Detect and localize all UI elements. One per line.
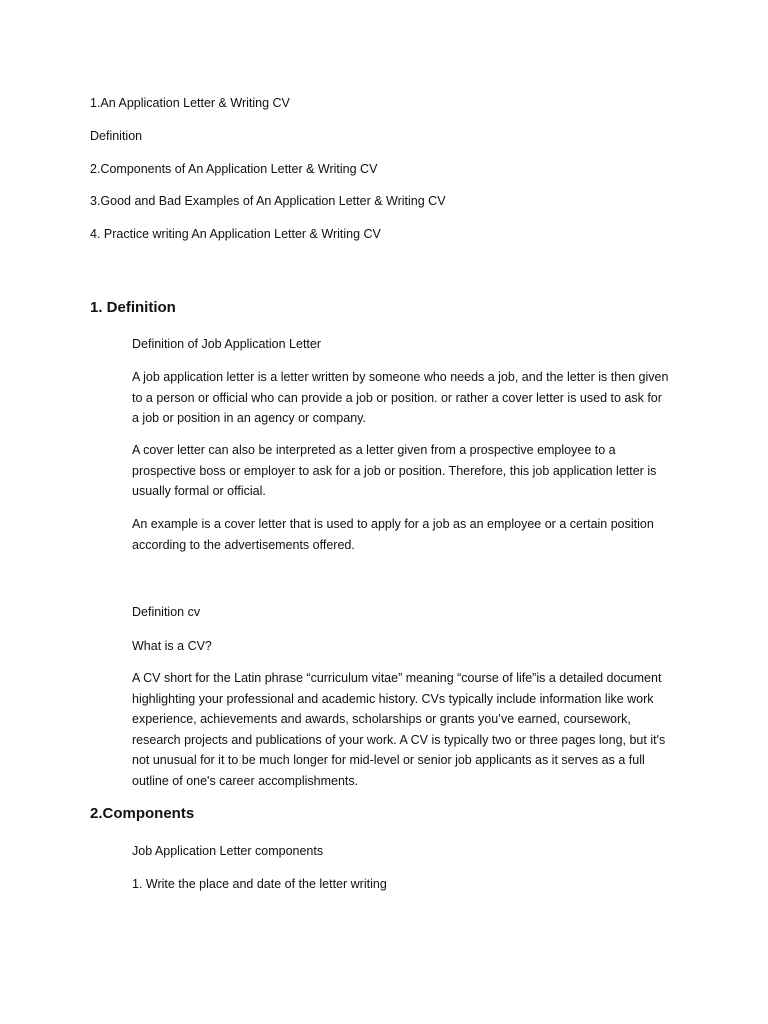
components-item-1: 1. Write the place and date of the letter writing [132, 877, 387, 891]
cv-definition-paragraph: A CV short for the Latin phrase “curriculum vitae” meaning “course of life”is a detailed document highlighting your professional and academic history. CVs typically include information like work experience, achievements and awards, scholarships or grants you’ve earned, coursework, research projects and publications of your work. A CV is typically two or three pages long, but it's not unusual for it to be much longer for mid-level or senior job applicants as it serves as a full outline of one's career accomplishments. [132, 671, 666, 788]
letter-definition-subheading: Definition of Job Application Letter [132, 337, 322, 351]
toc-item-3: 3.Good and Bad Examples of An Application Letter & Writing CV [90, 194, 446, 209]
cv-question: What is a CV? [132, 639, 212, 653]
section-2-heading: 2.Components [90, 805, 195, 822]
toc-item-1-sub: Definition [90, 128, 143, 143]
letter-definition-para-1-block [132, 367, 672, 429]
letter-definition-para-2-block [132, 440, 672, 502]
letter-definition-paragraph-2: A cover letter can also be interpreted as a letter given from a prospective employee to a prospective boss or employer to ask for a job or position. Therefore, this job application letter is usually formal or official. [132, 443, 657, 498]
cv-definition-subheading-block [132, 602, 672, 623]
toc-item-4: 4. Practice writing An Application Letter & Writing CV [90, 227, 381, 242]
cv-question-block [132, 636, 672, 657]
toc-item-2: 2.Components of An Application Letter & Writing CV [90, 161, 378, 176]
letter-definition-block [132, 334, 672, 355]
letter-definition-paragraph-3: An example is a cover letter that is used to apply for a job as an employee or a certain position according to the advertisements offered. [132, 517, 654, 552]
section-1-heading: 1. Definition [90, 299, 176, 316]
cv-definition-subheading: Definition cv [132, 605, 201, 619]
cv-definition-para-block [132, 668, 672, 791]
table-of-contents [90, 94, 710, 258]
toc-item-1: 1.An Application Letter & Writing CV [90, 96, 290, 110]
components-subheading-block [132, 841, 672, 862]
letter-definition-paragraph-1: A job application letter is a letter written by someone who needs a job, and the letter is then given to a person or official who can provide a job or position. or rather a cover letter is used to ask for a job or position in an agency or company. [132, 370, 669, 425]
components-item-1-block [132, 874, 672, 895]
components-subheading: Job Application Letter components [132, 844, 324, 858]
letter-definition-para-3-block [132, 514, 672, 555]
